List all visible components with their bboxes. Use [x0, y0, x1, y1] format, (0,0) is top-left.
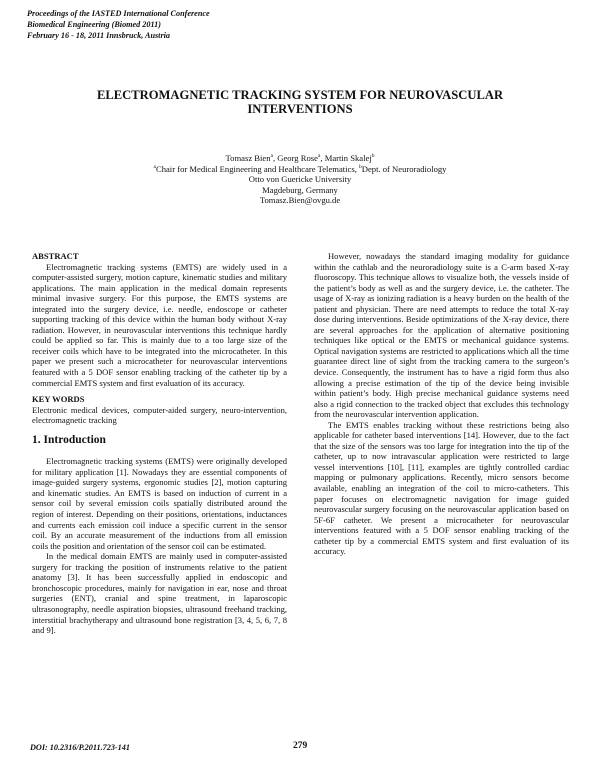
author-3-sup: b: [371, 153, 375, 160]
affiliations: [80, 164, 520, 175]
university: Otto von Guericke University: [248, 174, 352, 185]
aff-a-sup: a: [153, 163, 156, 170]
title-line-1: ELECTROMAGNETIC TRACKING SYSTEM FOR NEUROVASCULAR: [96, 88, 504, 102]
conference-event: Biomedical Engineering (Biomed 2011): [27, 20, 161, 29]
title-line-2: INTERVENTIONS: [247, 102, 353, 116]
paper-title: [60, 88, 540, 116]
affiliation-a: Chair for Medical Engineering and Healthcare Telematics,: [155, 163, 357, 174]
abstract-heading: ABSTRACT: [32, 251, 79, 261]
affiliation-b: Dept. of Neuroradiology: [361, 163, 447, 174]
conference-name: Proceedings of the IASTED International Conference: [27, 9, 210, 18]
author-1-sup: a: [270, 153, 273, 160]
author-3: Martin Skalej: [324, 153, 372, 163]
keywords-heading: KEY WORDS: [32, 394, 85, 405]
author-block: [80, 153, 520, 206]
page-number: 279: [293, 741, 308, 751]
introduction-heading: 1. Introduction: [32, 433, 106, 446]
intro-paragraph-1: Electromagnetic tracking systems (EMTS) were originally developed for military application [1]. Nowadays they are essential components of image-guided surgery systems, ergonomic studies [2], motion capturing and kinematic studies. An EMTS is based on induction of current in a sensor coil by several emission coils spatially distributed around the region of interest. Depending on their positions, orientations, inductances and currents each emission coil induce a specific current in the sensor coil. By an accurate measurement of the inductions from all emission coils the position and orientation of the sensor coil can be estimated.: [32, 456, 287, 551]
conference-header: [27, 8, 210, 41]
author-1: Tomasz Bien: [225, 153, 271, 163]
author-2: Georg Rose: [277, 153, 318, 163]
aff-b-sup: b: [359, 163, 362, 170]
intro-paragraph-3: However, nowadays the standard imaging modality for guidance within the cathlab and the neuroradiology suite is a C-arm based X-ray fluoroscopy. This technique allows to visualize both, the vessels inside of the patient’s body as well as and the surgery device, i.e. the catheter. The usage of X-ray as ionizing radiation is a heavy burden on the health of the patient and physician. There are need attempts to reduce the total X-ray dose during interventions. Beside optimizations of the X-ray device, there are several approaches for the application of alternative positioning techniques like optical or the EMTS or mechanical guidance systems. Optical navigation systems are restricted to applications which all the time guarantee direct line of sight from the tracking camera to the surgeon’s device. Consequently, the instrument has to have a rigid form thus also allowing a precise estimation of the tip of the device being invisible within patient’s body. High precise mechanical guidance systems need also a rigid connection to the tracked object that excludes this technology from the neurovascular intervention application.: [314, 251, 569, 420]
city: Magdeburg, Germany: [262, 184, 338, 195]
left-column: [32, 251, 287, 636]
author-2-sup: a: [317, 153, 321, 160]
keywords-text: Electronic medical devices, computer-aided surgery, neuro-intervention, electromagnetic tracking: [32, 404, 287, 426]
conference-date: February 16 - 18, 2011 Innsbruck, Austria: [27, 31, 171, 40]
intro-paragraph-2: In the medical domain EMTS are mainly used in computer-assisted surgery for tracking the position of instruments relative to the patient anatomy [3]. It has been successfully applied in endoscopic and bronchoscopic procedures, mainly for navigation in ear, nose and throat surgeries (ENT), cranial and spine treatment, in laparoscopic ultrasonography, needle aspiration biopsies, ultrasound freehand tracking, interstitial brachytherapy and ultrasound bone registration [3, 4, 5, 6, 7, 8 and 9].: [32, 551, 287, 636]
intro-paragraph-4: The EMTS enables tracking without these restrictions being also applicable for catheter based interventions [14]. However, due to the fact that the size of the sensors was too large for integration into the tip of the catheter, up to now intravascular application were restricted to large vessel interventions [10], [11], examples are tightly controlled cardiac mapping or pulmonary applications. Recently, micro sensors become available, enabling an integration of the coil to micro-catheters. This paper focuses on electromagnetic navigation for image guided neurovascular surgery focusing on the neurovascular application based on 5F-6F catheter. We present a microcatheter for neurovascular interventions featured with a 5 DOF sensor enabling tracking of the catheter tip by a commercial EMTS system and first evaluation of its accuracy.: [314, 419, 569, 557]
email: Tomasz.Bien@ovgu.de: [259, 195, 341, 206]
doi-footer: DOI: 10.2316/P.2011.723-141: [30, 743, 130, 752]
abstract-text: Electromagnetic tracking systems (EMTS) are widely used in a computer-assisted surgery, motion capture, kinematic studies and military applications. The main application in the medical domain represents minimal invasive surgery. For this purpose, the EMTS systems are integrated into the surgery device, i.e. needle, endoscope or catheter supporting tracking of this device within the human body without X-ray radiation. However, in neurovascular interventions this technique hardly could be applied so far. This is mainly due to a too large size of the receiver coils which have to be integrated into the microcatheter. In this paper we present such a microcatheter for neurovascular interventions featured with a 5 DOF sensor enabling tracking of the catheter tip by a commercial EMTS system and first evaluation of its accuracy.: [32, 261, 287, 388]
right-column: [314, 251, 569, 557]
author-names: Tomasz Bien$^a$, Georg Rose$^a$, Martin Skalej$^b$: [225, 153, 375, 163]
